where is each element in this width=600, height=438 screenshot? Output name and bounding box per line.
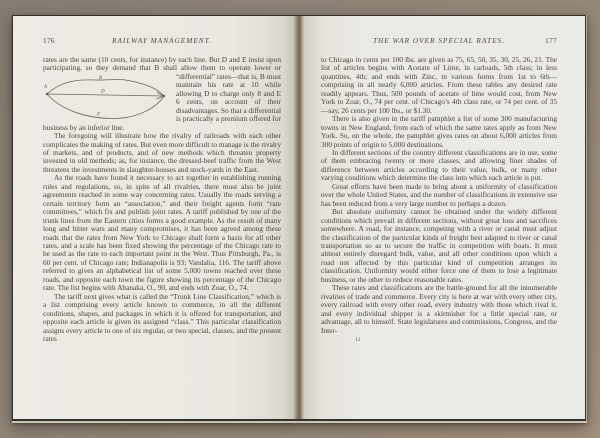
left-paragraph-list <box>43 132 281 343</box>
diagram-label-d: D <box>101 89 105 95</box>
page-number-right: 177 <box>545 36 557 45</box>
page-gutter <box>294 16 304 419</box>
paragraph: As the roads have found it necessary to act together in establishing running rules and regulations, so, in spite of all rivalries, there must also be joint agreements reached in some way concerning rates. Usually the roads serving a certain territory form an “association,” and their freight agents form “rate committees,” which fix and publish joint rates. A tariff published by one of the trunk lines from the Eastern cities forms a good example. As the result of many long and bitter wars and many compromises, it has been agreed among these roads that the rates from New York to Chicago shall form a basis for all other rates, and a scale has been fixed showing the percentage of the Chicago rate to be used as the rate to each important point in the West. Thus Pittsburgh, Pa., is 60 per cent. of Chicago rate; Indianapolis is 93; Vandalia, 116. The tariff above referred to gives an alphabetical list of some 5,000 towns reached over these roads, and opposite each town the figure showing its percentage of the Chicago rate. The list begins with Abanaka, O., 90, and ends with Zoar, O., 74. <box>43 173 281 293</box>
paragraph: These rates and classifications are the battle-ground for all the innumerable rivalries of trade and commerce. Every city is here at war with every other city, every railroad with every other road, every industry with those which rival it, and every individual shipper is a skirmisher for a little special rate, or advantage, all to himself. State legislatures and commissions, Congress, and the Inter- <box>321 283 557 335</box>
diagram-label-a: A <box>44 84 48 90</box>
running-header-left <box>43 36 281 45</box>
paragraph: There is also given in the tariff pamphlet a list of some 300 manufacturing towns in New England, from each of which the same rates apply as from New York. So, on the whole, the pamphlet gives rates on about 6,000 articles from 300 points of origin to 5,000 destinations. <box>321 114 557 149</box>
continuation-paragraph: to Chicago in cents per 100 lbs. are given as 75, 65, 50, 35, 30, 25, 26, 21. The list of articles begins with Acetate of Lime, in carloads, 5th class; in less quantities, 4th; and ends with Zinc, in various forms from 1st to 6th—comprising in all nearly 6,000 articles. From these tables any desired rate readily appears. Thus, 500 pounds of acetate of lime would cost, from New York to Zoar, O., 74 per cent. of Chicago’s 4th class rate, or 74 per cent. of 35—say, 26 cents per 100 lbs., or $1.30. <box>321 55 557 115</box>
left-page <box>13 16 294 419</box>
signature-mark: 12 <box>355 336 361 343</box>
running-title-left: RAILWAY MANAGEMENT. <box>112 36 212 45</box>
running-header-right <box>321 36 557 45</box>
paragraph: In different sections of the country different classifications are in use, some of them embracing twenty or more classes, and allowing finer shades of difference between articles according to their value, bulk, or many other varying conditions which determine the class into which each article is put. <box>321 147 557 183</box>
diagram-label-b: B <box>99 75 103 81</box>
right-page <box>304 16 585 419</box>
paragraph: Great efforts have been made to bring about a uniformity of classification over the whole United States, and the number of classifications in extensive use has been reduced from a very large number to perhaps a dozen. <box>321 181 557 208</box>
open-book <box>12 15 587 423</box>
continuation-rest: them to operate lower or “differential” rates—that is, B must maintain his rate at 10 while allowing D to charge only 8 and E 6 cents, on account of their disadvantages. So that a differential is practically a premium offered for business by an inferior line. <box>43 63 281 132</box>
running-title-right: THE WAR OVER SPECIAL RATES. <box>372 36 506 45</box>
right-page-text <box>321 56 557 344</box>
right-paragraph-list <box>321 115 557 335</box>
page-number-left: 176 <box>43 36 55 45</box>
paragraph: But absolute uniformity cannot be obtained under the widely different conditions which prevail in different sections, without great loss and sacrifices somewhere. A road, for instance, competing with a river or canal must adjust the classification of the particular kinds of freight best adapted to river or canal transportation so as to secure the traffic in competition with boats. It must almost entirely disregard bulk, value, and all other conditions upon which a road not affected by this particular kind of competition arranges its classification. Uniformity would either force one of them to lose a legitimate business, or the other to reduce reasonable rates. <box>321 207 557 284</box>
paragraph: The foregoing will illustrate how the rivalry of railroads with each other complicates the making of rates. But even more difficult to manage is the rivalry of markets, and of products, and of new methods which threaten property invested in old methods; as, for instance, the dressed-beef traffic from the West threatens the investments in slaughter-houses and stock-yards in the East. <box>43 131 281 174</box>
diagram-label-e: E <box>97 112 101 118</box>
continuation-paragraph <box>43 56 281 132</box>
paragraph: The tariff next gives what is called the “Trunk Line Classification,” which is a list comprising every article known to commerce, in all the different conditions, shapes, and packages in which it is offered for transportation, and opposite each article is given its assigned “class.” This particular classification assigns every article to one of six regular, or two special, classes, and the present rates <box>43 291 281 343</box>
left-page-text <box>43 56 281 343</box>
continuation-start: rates are the same (10 cents, for instance) by each line. But D and E insist upon participating, so they demand that B shall allow <box>43 55 281 73</box>
route-diagram <box>43 74 169 122</box>
